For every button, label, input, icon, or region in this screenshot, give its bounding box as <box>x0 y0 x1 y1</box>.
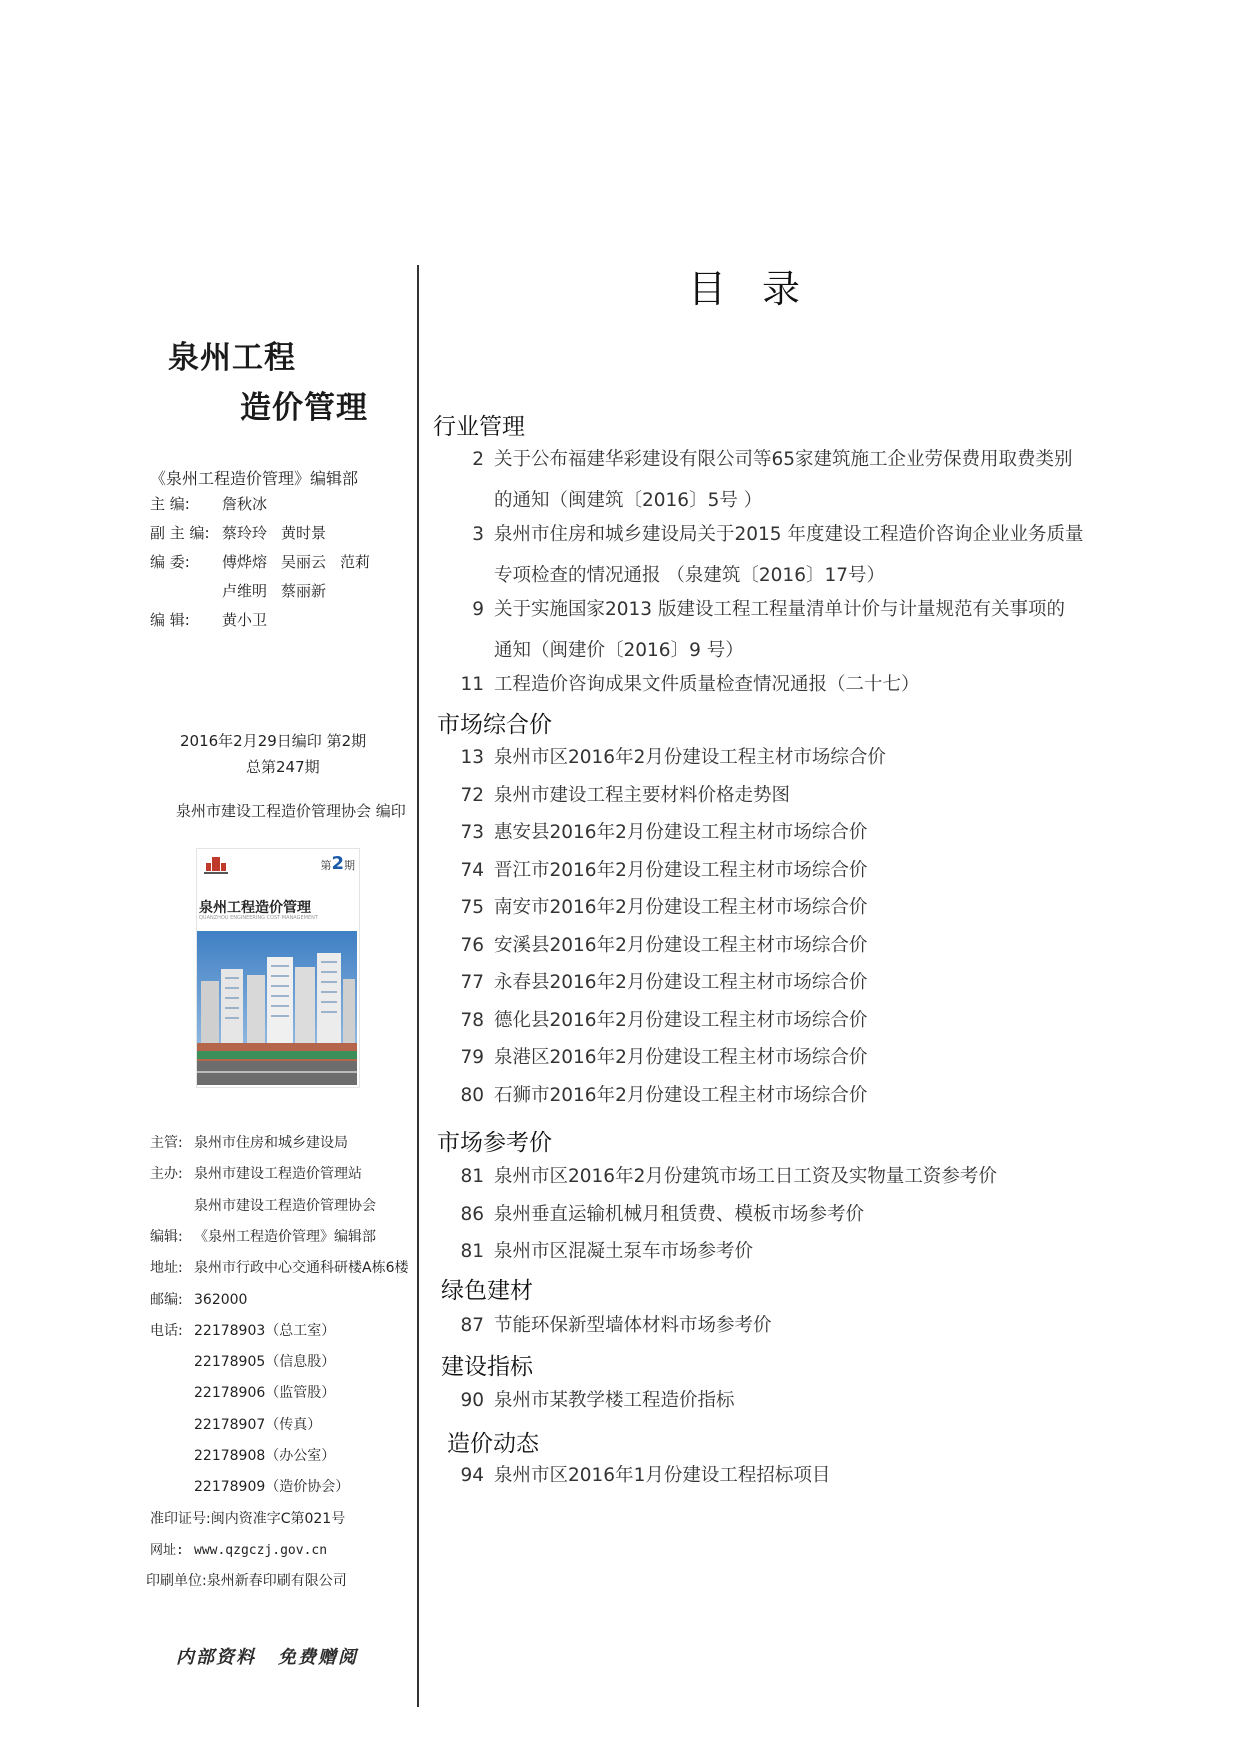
info-row <box>150 1195 376 1215</box>
info-value: 22178905（信息股） <box>194 1354 336 1370</box>
info-row <box>150 1351 335 1371</box>
toc-entry-title-continued: 专项检查的情况通报 （泉建筑〔2016〕17号） <box>494 565 886 586</box>
toc-page-number: 76 <box>460 935 484 956</box>
editorial-name: 蔡丽新 <box>281 582 327 600</box>
editorial-row <box>150 522 326 543</box>
info-value: 泉州市建设工程造价管理站 <box>194 1166 362 1182</box>
info-value: 闽内资准字C第021号 <box>210 1511 346 1527</box>
toc-entry-title: 泉州市建设工程主要材料价格走势图 <box>494 785 791 806</box>
building-logo-icon <box>203 855 229 875</box>
toc-entry-title: 关于公布福建华彩建设有限公司等65家建筑施工企业劳保费用取费类别 <box>494 449 1073 470</box>
toc-page-number: 78 <box>460 1010 484 1031</box>
info-value: 22178906（监管股） <box>194 1385 336 1401</box>
toc-section-heading: 行业管理 <box>433 414 525 440</box>
toc-page-number: 94 <box>460 1465 484 1486</box>
toc-entry-title: 工程造价咨询成果文件质量检查情况通报（二十七） <box>494 674 920 695</box>
toc-entry-title: 泉州市区2016年1月份建设工程招标项目 <box>494 1465 831 1486</box>
info-row <box>150 1132 348 1152</box>
website-link[interactable]: www.qzgczj.gov.cn <box>194 1543 328 1558</box>
editorial-name: 蔡玲玲 <box>222 524 268 542</box>
toc-entry-title: 节能环保新型墙体材料市场参考价 <box>494 1315 772 1336</box>
info-value: 22178907（传真） <box>194 1417 322 1433</box>
toc-page-number: 2 <box>472 449 484 470</box>
magazine-logo-line1: 泉州工程 <box>168 340 296 376</box>
toc-entry-title: 南安市2016年2月份建设工程主材市场综合价 <box>494 897 868 918</box>
cover-title: 泉州工程造价管理 <box>199 900 311 916</box>
info-label: 主管: <box>150 1135 183 1151</box>
info-value: 22178903（总工室） <box>194 1323 336 1339</box>
toc-entry-title: 安溪县2016年2月份建设工程主材市场综合价 <box>494 935 868 956</box>
toc-page-number: 81 <box>460 1166 484 1187</box>
footer-note <box>176 1643 358 1669</box>
info-label: 网址: <box>150 1543 184 1558</box>
editorial-heading: 《泉州工程造价管理》编辑部 <box>150 469 359 488</box>
toc-entry-title: 惠安县2016年2月份建设工程主材市场综合价 <box>494 822 868 843</box>
toc-page-number: 90 <box>460 1390 484 1411</box>
toc-page-number: 81 <box>460 1241 484 1262</box>
info-label: 邮编: <box>150 1292 183 1308</box>
issue-publisher-line: 泉州市建设工程造价管理协会 编印 <box>176 802 406 820</box>
toc-page-number: 80 <box>460 1085 484 1106</box>
info-value: 泉州市住房和城乡建设局 <box>194 1135 348 1151</box>
editorial-name: 吴丽云 <box>281 553 327 571</box>
info-label: 地址: <box>150 1260 183 1276</box>
info-row <box>150 1382 335 1402</box>
editorial-name: 卢维明 <box>222 582 268 600</box>
magazine-logo-line2: 造价管理 <box>240 390 368 426</box>
cover-photo <box>197 931 357 1085</box>
info-row <box>150 1476 349 1496</box>
info-row <box>150 1163 362 1183</box>
toc-entry-title: 关于实施国家2013 版建设工程工程量清单计价与计量规范有关事项的 <box>494 599 1065 620</box>
editorial-row <box>150 551 370 572</box>
toc-page-number: 86 <box>460 1204 484 1225</box>
footer-note-left: 内部资料 <box>176 1647 256 1668</box>
cover-subtitle: QUANZHOU ENGINEERING COST MANAGEMENT <box>199 915 318 921</box>
toc-page-number: 73 <box>460 822 484 843</box>
info-value: 泉州市建设工程造价管理协会 <box>194 1198 376 1214</box>
info-row <box>150 1226 376 1246</box>
info-label: 编辑: <box>150 1229 183 1245</box>
toc-section-heading: 建设指标 <box>441 1354 533 1380</box>
info-value: 泉州新春印刷有限公司 <box>206 1573 347 1589</box>
info-row <box>150 1414 321 1434</box>
editorial-role: 主 编: <box>150 495 190 513</box>
info-label: 印刷单位: <box>146 1573 207 1589</box>
toc-page-number: 74 <box>460 860 484 881</box>
toc-entry-title: 石狮市2016年2月份建设工程主材市场综合价 <box>494 1085 868 1106</box>
info-row <box>150 1445 335 1465</box>
info-value: 《泉州工程造价管理》编辑部 <box>194 1229 376 1245</box>
toc-page-number: 72 <box>460 785 484 806</box>
toc-page-number: 87 <box>460 1315 484 1336</box>
info-row <box>150 1289 247 1309</box>
toc-section-heading: 市场综合价 <box>437 712 552 738</box>
toc-page-number: 77 <box>460 972 484 993</box>
toc-page-number: 79 <box>460 1047 484 1068</box>
toc-entry-title: 泉州市某教学楼工程造价指标 <box>494 1390 735 1411</box>
info-value: 22178909（造价协会） <box>194 1479 350 1495</box>
toc-entry-title: 晋江市2016年2月份建设工程主材市场综合价 <box>494 860 868 881</box>
toc-section-heading: 绿色建材 <box>441 1278 533 1304</box>
toc-entry-title: 永春县2016年2月份建设工程主材市场综合价 <box>494 972 868 993</box>
editorial-name: 黄小卫 <box>222 611 268 629</box>
info-row <box>150 1320 335 1340</box>
cover-thumbnail <box>196 848 360 1088</box>
editorial-role: 编 委: <box>150 553 190 571</box>
editorial-row <box>150 580 326 601</box>
toc-page-number: 3 <box>472 524 484 545</box>
toc-entry-title: 泉港区2016年2月份建设工程主材市场综合价 <box>494 1047 868 1068</box>
toc-title: 目录 <box>688 267 837 311</box>
editorial-name: 范莉 <box>340 553 371 571</box>
issue-total-line: 总第247期 <box>246 758 320 776</box>
editorial-name: 詹秋冰 <box>222 495 268 513</box>
info-row <box>150 1257 408 1277</box>
toc-entry-title: 泉州垂直运输机械月租赁费、模板市场参考价 <box>494 1204 865 1225</box>
info-label: 准印证号: <box>150 1511 211 1527</box>
info-row <box>150 1508 345 1528</box>
info-value: 22178908（办公室） <box>194 1448 336 1464</box>
toc-entry-title: 泉州市区2016年2月份建设工程主材市场综合价 <box>494 747 886 768</box>
editorial-name: 傅烨熔 <box>222 553 268 571</box>
editorial-role: 副 主 编: <box>150 524 210 542</box>
editorial-row <box>150 493 267 514</box>
toc-entry-title-continued: 通知（闽建价〔2016〕9 号） <box>494 640 744 661</box>
issue-date-line: 2016年2月29日编印 第2期 <box>180 732 367 750</box>
info-value: 362000 <box>194 1292 248 1308</box>
info-row <box>146 1570 347 1590</box>
toc-page-number: 9 <box>472 599 484 620</box>
toc-section-heading: 市场参考价 <box>437 1130 552 1156</box>
toc-entry-title: 泉州市住房和城乡建设局关于2015 年度建设工程造价咨询企业业务质量 <box>494 524 1084 545</box>
toc-section-heading: 造价动态 <box>447 1431 539 1457</box>
editorial-row <box>150 609 267 630</box>
info-value: 泉州市行政中心交通科研楼A栋6楼 <box>194 1260 409 1276</box>
toc-entry-title: 泉州市区混凝土泵车市场参考价 <box>494 1241 754 1262</box>
toc-page-number: 11 <box>460 674 484 695</box>
cover-issue-number: 第2期 <box>320 853 355 874</box>
editorial-name: 黄时景 <box>281 524 327 542</box>
footer-note-right: 免费赠阅 <box>278 1647 358 1668</box>
info-label: 主办: <box>150 1166 183 1182</box>
info-row <box>150 1539 327 1558</box>
toc-page-number: 75 <box>460 897 484 918</box>
column-divider <box>417 265 419 1707</box>
editorial-role: 编 辑: <box>150 611 190 629</box>
toc-entry-title: 德化县2016年2月份建设工程主材市场综合价 <box>494 1010 868 1031</box>
toc-entry-title: 泉州市区2016年2月份建筑市场工日工资及实物量工资参考价 <box>494 1166 997 1187</box>
toc-page-number: 13 <box>460 747 484 768</box>
toc-entry-title-continued: 的通知（闽建筑〔2016〕5号 ） <box>494 490 763 511</box>
info-label: 电话: <box>150 1323 183 1339</box>
